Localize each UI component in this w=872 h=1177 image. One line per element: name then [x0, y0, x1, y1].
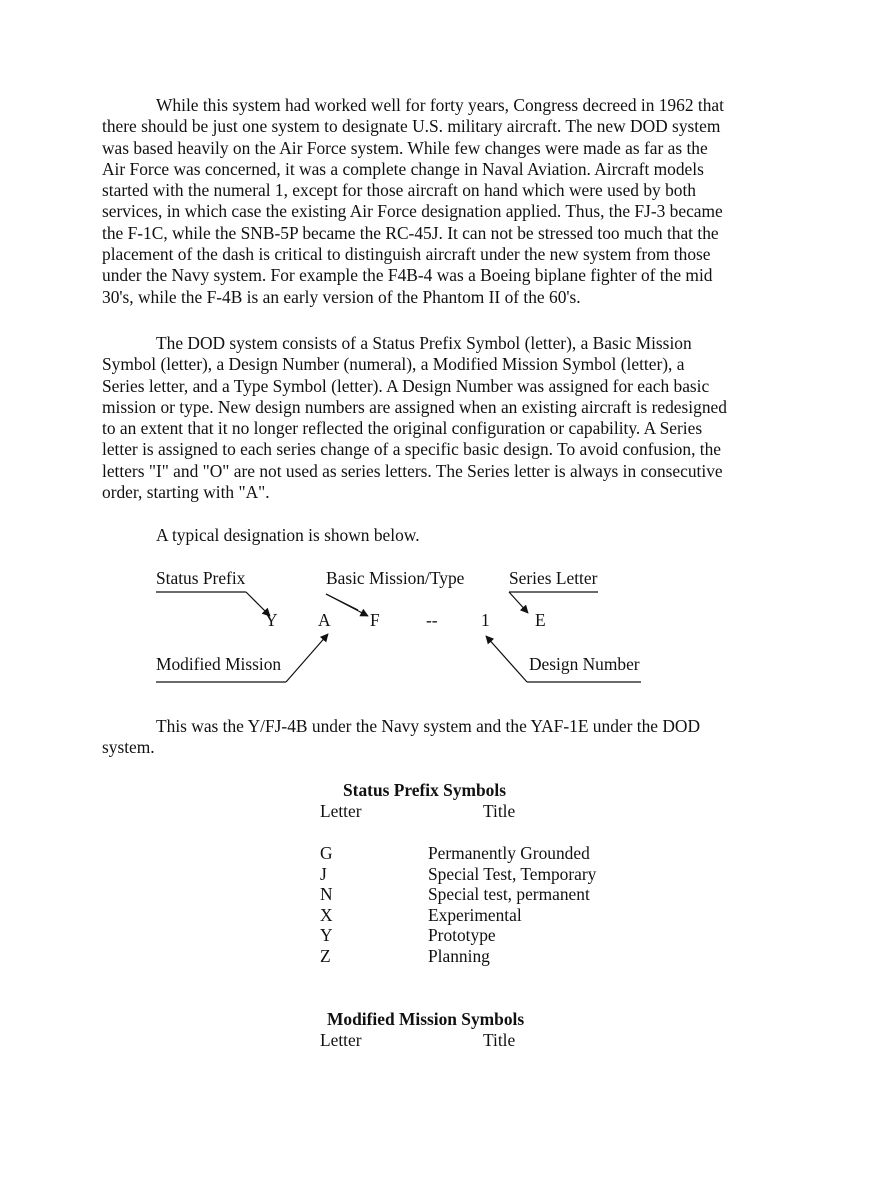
label-design-number: Design Number	[529, 654, 640, 674]
text-line: A typical designation is shown below.	[156, 525, 420, 545]
table-row	[320, 884, 333, 905]
text-line: the F-1C, while the SNB-5P became the RC-45J. It can not be stressed too much that the	[102, 222, 719, 243]
series-letter-arrow	[509, 592, 528, 613]
text-line: to an extent that it no longer reflected the original configuration or capability. A Series	[102, 418, 703, 439]
column-header-title: Title	[483, 1030, 516, 1050]
label-status-prefix: Status Prefix	[156, 568, 246, 588]
design-number-arrow	[486, 636, 527, 682]
table-row	[320, 946, 331, 967]
row-title: Special test, permanent	[428, 884, 590, 905]
table-row	[320, 864, 327, 885]
table-row-title	[428, 843, 590, 864]
text-line: order, starting with "A".	[102, 482, 270, 503]
designation-dash: --	[426, 610, 438, 630]
table-row-title	[428, 864, 596, 885]
table-row	[320, 905, 333, 926]
label-basic-mission: Basic Mission/Type	[326, 568, 465, 588]
row-letter: Y	[320, 925, 333, 946]
designation-y: Y	[265, 610, 278, 630]
paragraph-dod-system	[102, 333, 762, 503]
paragraph-example	[102, 716, 762, 759]
paragraph-typical-designation	[102, 525, 762, 546]
paragraph-dod-history	[102, 95, 762, 308]
text-line: system.	[102, 737, 155, 758]
row-letter: X	[320, 904, 333, 925]
text-line: The DOD system consists of a Status Prefix Symbol (letter), a Basic Mission	[156, 333, 692, 353]
text-line: Air Force was concerned, it was a complete change in Naval Aviation. Aircraft models	[102, 158, 704, 179]
text-line: Series letter, and a Type Symbol (letter). A Design Number was assigned for each basic	[102, 375, 710, 396]
column-header-letter: Letter	[320, 801, 362, 821]
table-row	[320, 925, 333, 946]
row-letter: N	[320, 884, 333, 905]
text-line: Symbol (letter), a Design Number (numeral), a Modified Mission Symbol (letter), a	[102, 354, 685, 375]
text-line: there should be just one system to designate U.S. military aircraft. The new DOD system	[102, 116, 721, 137]
text-line: services, in which case the existing Air Force designation applied. Thus, the FJ-3 became	[102, 201, 723, 222]
label-modified-mission: Modified Mission	[156, 654, 282, 674]
designation-a: A	[318, 610, 331, 630]
text-line: mission or type. New design numbers are assigned when an existing aircraft is redesigned	[102, 396, 727, 417]
column-header-letter: Letter	[320, 1030, 362, 1050]
basic-mission-arrow	[326, 594, 368, 616]
table-title: Status Prefix Symbols	[343, 780, 506, 800]
row-letter: G	[320, 843, 333, 863]
row-title: Prototype	[428, 925, 496, 946]
row-letter: J	[320, 863, 327, 884]
basic-mission-stroke	[326, 594, 358, 610]
designation-f: F	[370, 610, 380, 630]
table-row-title	[428, 905, 522, 926]
table-row-title	[428, 925, 496, 946]
text-line: While this system had worked well for forty years, Congress decreed in 1962 that	[156, 95, 724, 115]
row-letter: Z	[320, 946, 331, 966]
text-line: This was the Y/FJ-4B under the Navy system and the YAF-1E under the DOD	[156, 716, 701, 736]
row-title: Special Test, Temporary	[428, 863, 597, 884]
text-line: letters "I" and "O" are not used as series letters. The Series letter is always in consecutive	[102, 460, 723, 481]
row-title: Experimental	[428, 904, 522, 925]
text-line: placement of the dash is critical to distinguish aircraft under the new system from those	[102, 244, 711, 265]
text-line: was based heavily on the Air Force system. While few changes were made as far as the	[102, 137, 708, 158]
table-row-title	[428, 946, 490, 967]
row-title: Permanently Grounded	[428, 843, 590, 863]
table-row-title	[428, 884, 590, 905]
label-series-letter: Series Letter	[509, 568, 598, 588]
table-row	[320, 843, 333, 864]
text-line: under the Navy system. For example the F4B-4 was a Boeing biplane fighter of the mid	[102, 265, 713, 286]
designation-one: 1	[481, 610, 490, 630]
modified-mission-arrow	[286, 634, 328, 682]
row-title: Planning	[428, 946, 490, 966]
table-title: Modified Mission Symbols	[327, 1009, 525, 1029]
designation-e: E	[535, 610, 546, 630]
column-header-title: Title	[483, 801, 516, 821]
text-line: started with the numeral 1, except for those aircraft on hand which were used by both	[102, 180, 696, 201]
text-line: 30's, while the F-4B is an early version of the Phantom II of the 60's.	[102, 286, 581, 307]
text-line: letter is assigned to each series change of a specific basic design. To avoid confusion, the	[102, 439, 722, 460]
